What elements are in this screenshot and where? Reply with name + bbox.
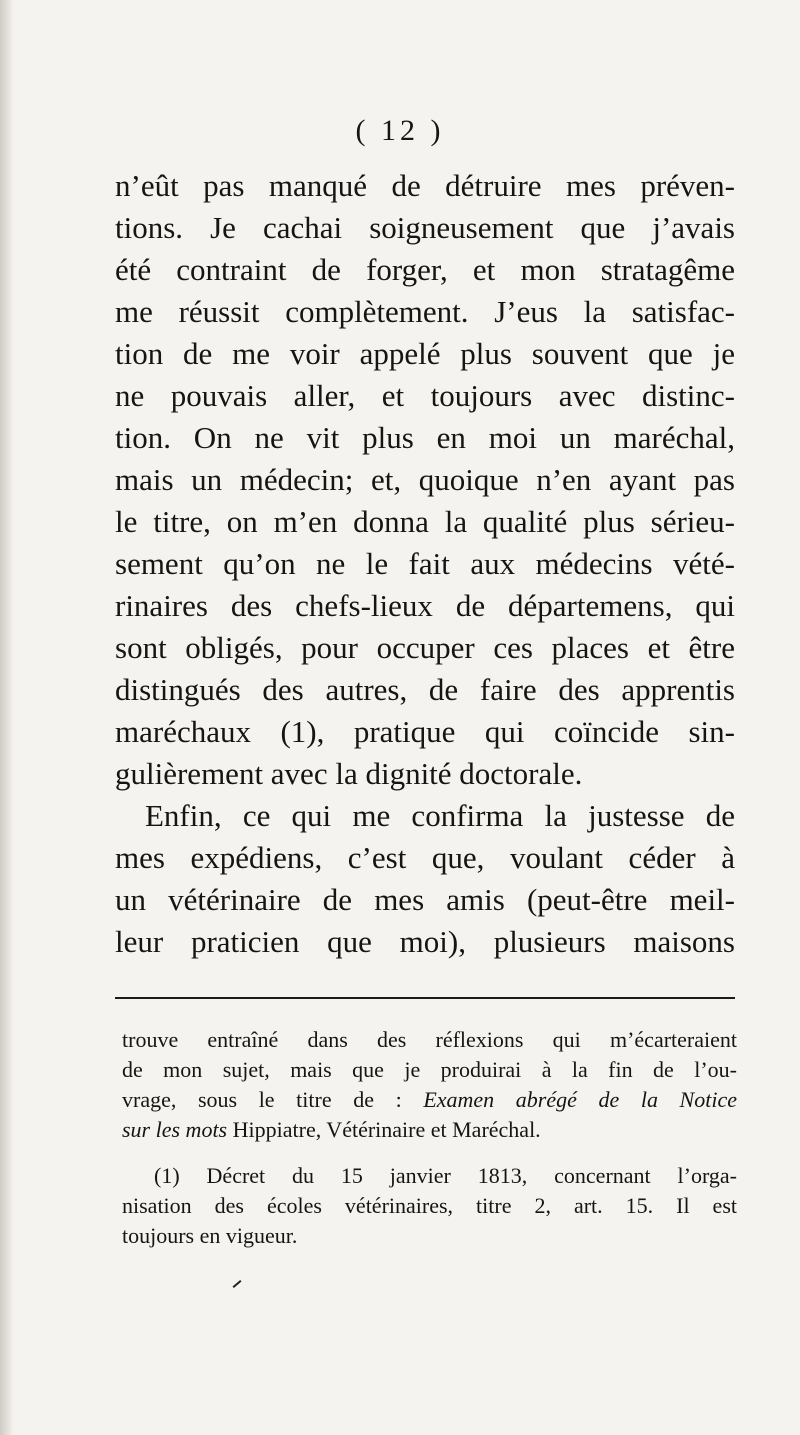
- text-line: tions. Je cachai soigneusement que j’avais: [115, 210, 735, 245]
- text-line: ne pouvais aller, et toujours avec distinc-: [115, 378, 735, 413]
- footnotes: [122, 1025, 737, 1251]
- text-line: tion de me voir appelé plus souvent que je: [115, 336, 735, 371]
- text-line: mais un médecin; et, quoique n’en ayant pas: [115, 462, 735, 497]
- ink-speck: [233, 1280, 242, 1288]
- footnote-line: [122, 1115, 737, 1145]
- page-number: ( 12 ): [355, 114, 445, 147]
- text-line: sont obligés, pour occuper ces places et être: [115, 630, 735, 665]
- text-line: tion. On ne vit plus en moi un maréchal,: [115, 420, 735, 455]
- text-line: leur praticien que moi), plusieurs maisons: [115, 924, 735, 959]
- text-line: n’eût pas manqué de détruire mes préven-: [115, 168, 735, 203]
- text-line: distingués des autres, de faire des apprentis: [115, 672, 735, 707]
- text-line: me réussit complètement. J’eus la satisfac-: [115, 294, 735, 329]
- main-text: [115, 165, 735, 963]
- text-line: maréchaux (1), pratique qui coïncide sin-: [115, 714, 735, 749]
- footnote-1-line: nisation des écoles vétérinaires, titre 2, art. 15. Il est: [122, 1193, 737, 1218]
- page-gutter-shadow: [0, 0, 14, 1435]
- footnote-text: vrage, sous le titre de :: [122, 1087, 402, 1112]
- footnote-1-line: toujours en vigueur.: [122, 1223, 298, 1248]
- footnote-italic-title: sur les mots: [122, 1117, 228, 1142]
- footnote-separator-rule: [115, 997, 735, 999]
- footnote-text: Hippiatre, Vétérinaire et Maréchal.: [232, 1117, 541, 1142]
- text-line: un vétérinaire de mes amis (peut-être meil-: [115, 882, 735, 917]
- footnote-line: [122, 1085, 737, 1115]
- text-line: mes expédiens, c’est que, voulant céder à: [115, 840, 735, 875]
- text-line: rinaires des chefs-lieux de départemens, qui: [115, 588, 735, 623]
- text-line: le titre, on m’en donna la qualité plus sérieu-: [115, 504, 735, 539]
- text-line: gulièrement avec la dignité doctorale.: [115, 756, 583, 791]
- text-line: sement qu’on ne le fait aux médecins vété-: [115, 546, 735, 581]
- footnote-line: trouve entraîné dans des réflexions qui m’écarteraient: [122, 1027, 737, 1052]
- paragraph-start-line: Enfin, ce qui me confirma la justesse de: [145, 798, 735, 833]
- footnote-line: de mon sujet, mais que je produirai à la fin de l’ou-: [122, 1057, 737, 1082]
- footnote-italic-title: Examen abrégé de la Notice: [423, 1087, 737, 1112]
- text-line: été contraint de forger, et mon stratagême: [115, 252, 735, 287]
- footnote-1-line: (1) Décret du 15 janvier 1813, concernant l’orga-: [154, 1163, 737, 1188]
